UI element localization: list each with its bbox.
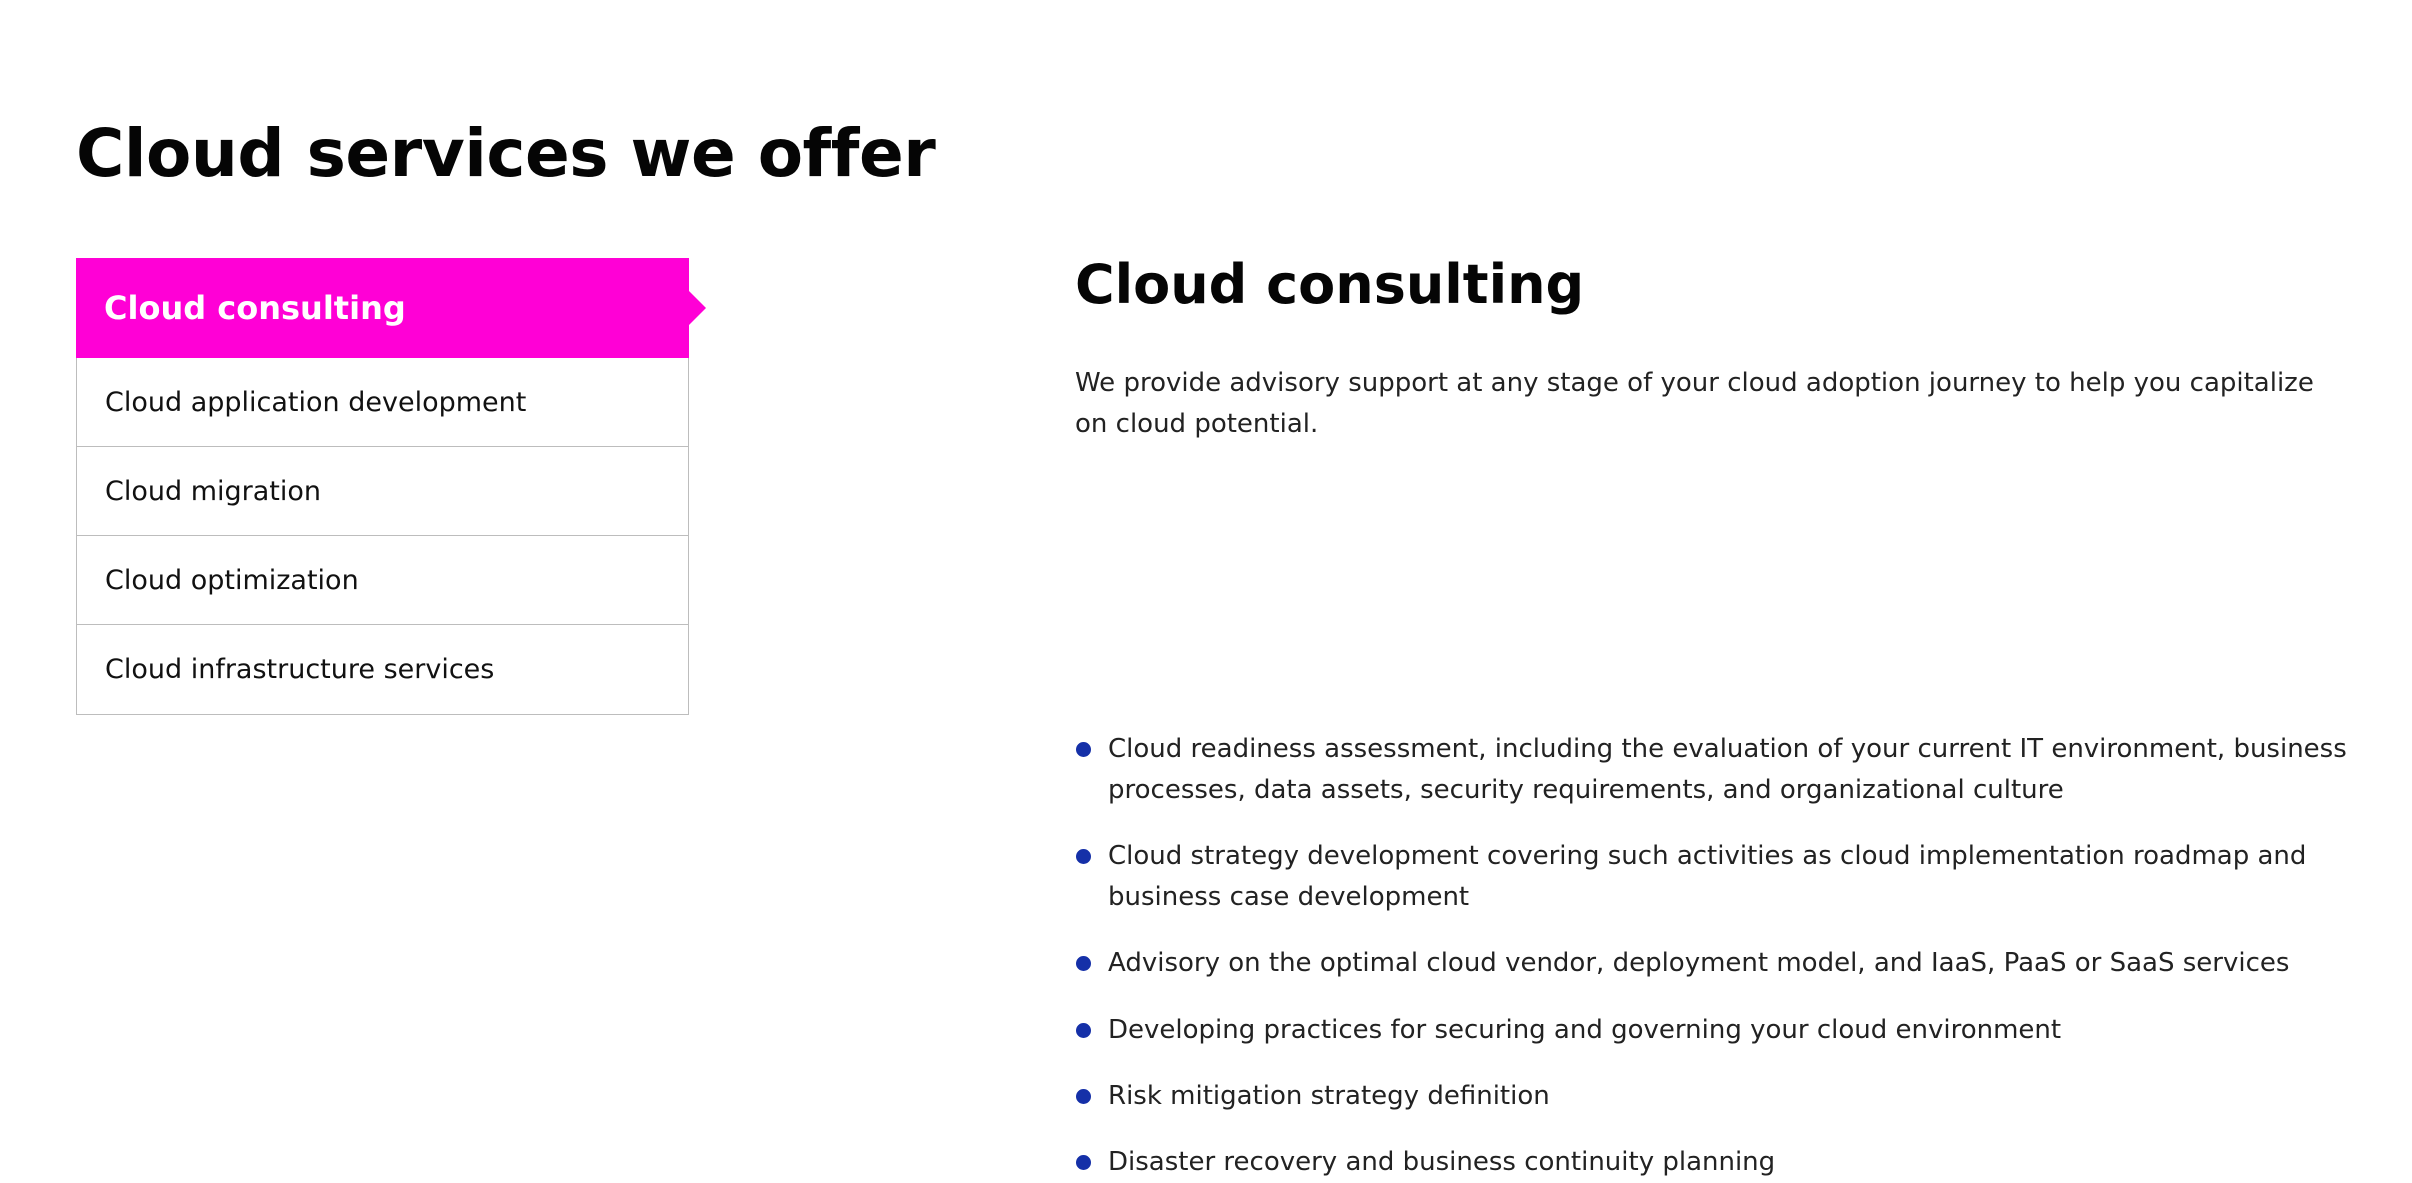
tab-cloud-application-development[interactable]: Cloud application development [76,358,689,447]
list-item [1075,943,2355,984]
bullet-dot-icon [1076,956,1091,971]
list-item [1075,1076,2355,1117]
tab-cloud-infrastructure-services[interactable]: Cloud infrastructure services [76,625,689,715]
list-item [1075,729,2355,811]
tab-cloud-migration[interactable]: Cloud migration [76,447,689,536]
tab-cloud-consulting[interactable]: Cloud consulting [76,258,689,358]
bullet-dot-icon [1076,742,1091,757]
bullet-text: Cloud readiness assessment, including the evaluation of your current IT environment, business processes, data assets, security requirements, and organizational culture [1108,734,2347,805]
bullet-dot-icon [1076,849,1091,864]
bullet-dot-icon [1076,1155,1091,1170]
services-tab-list [76,258,689,715]
list-item [1075,836,2355,918]
bullet-dot-icon [1076,1089,1091,1104]
bullet-text: Developing practices for securing and governing your cloud environment [1108,1015,2062,1045]
tab-cloud-optimization[interactable]: Cloud optimization [76,536,689,625]
bullet-text: Cloud strategy development covering such activities as cloud implementation roadmap and business case development [1108,841,2307,912]
list-item [1075,1142,2355,1183]
list-item [1075,1010,2355,1051]
detail-description: We provide advisory support at any stage of your cloud adoption journey to help you capitalize on cloud potential. [1075,368,2314,439]
page-title: Cloud services we offer [76,115,936,192]
bullet-text: Advisory on the optimal cloud vendor, deployment model, and IaaS, PaaS or SaaS services [1108,948,2290,978]
detail-title: Cloud consulting [1075,253,1585,316]
bullet-text: Risk mitigation strategy definition [1108,1081,1550,1111]
service-detail-panel [1075,250,2355,1177]
bullet-text: Disaster recovery and business continuity planning [1108,1147,1776,1177]
bullet-dot-icon [1076,1023,1091,1038]
